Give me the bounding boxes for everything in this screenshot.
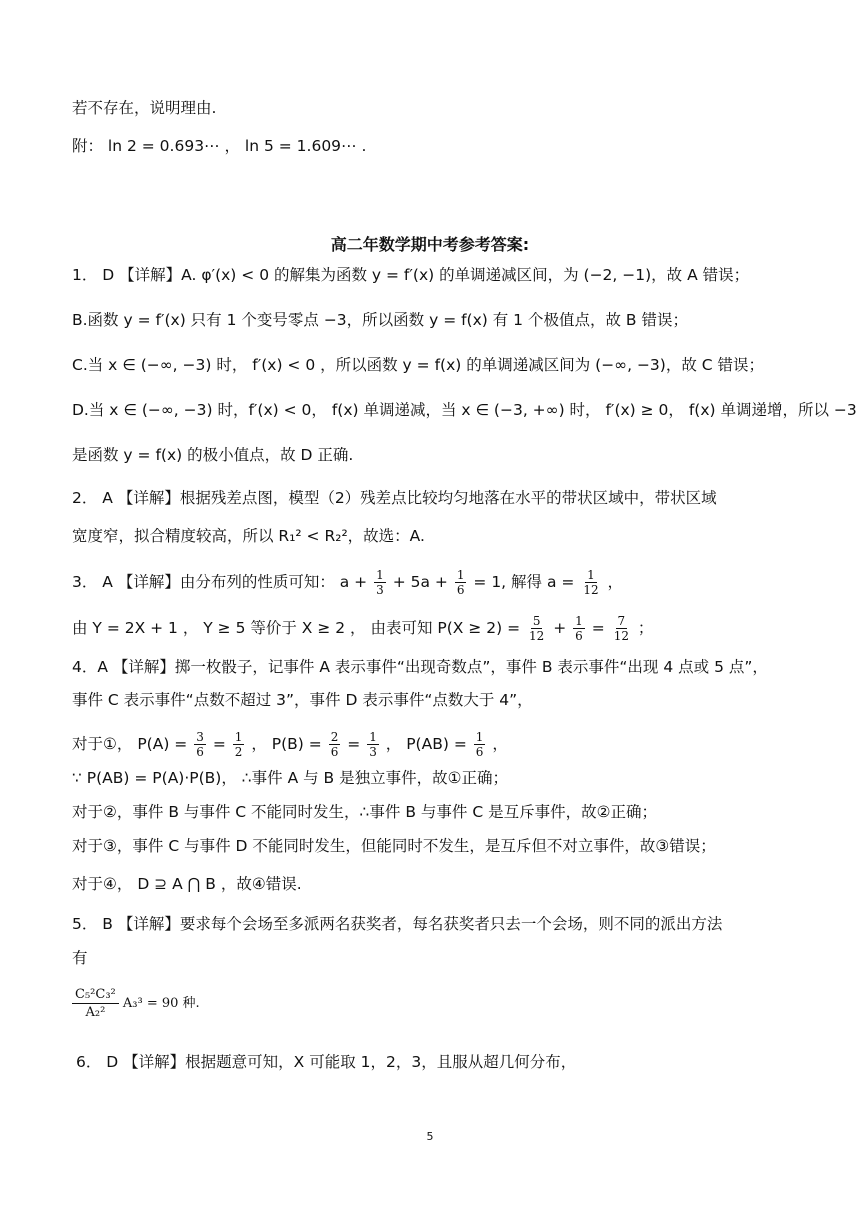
text-line <box>72 568 623 597</box>
fraction: $\frac{1}{12}$ <box>583 568 599 597</box>
fraction: $\frac{1}{6}$ <box>475 730 484 759</box>
formula-denominator: A₂² <box>85 1005 106 1020</box>
fraction: $\frac{1}{3}$ <box>376 568 384 597</box>
text-line: 若不存在，说明理由. <box>72 99 217 117</box>
text-line: ∵ P(AB) = P(A)·P(B)， ∴事件 A 与 B 是独立事件，故①正确； <box>72 769 508 787</box>
text-segment: 由 Y = 2X + 1 ， Y ≥ 5 等价于 X ≥ 2 ， 由表可知 P(X ≥ 2) = <box>72 619 521 637</box>
text-line: 事件 C 表示事件“点数不超过 3”，事件 D 表示事件“点数大于 4”， <box>72 691 533 709</box>
text-line: 6． D 【详解】根据题意可知，X 可能取 1，2，3，且服从超几何分布， <box>76 1053 577 1071</box>
text-line: D.当 x ∈ (−∞, −3) 时，f′(x) < 0， f(x) 单调递减，当 x ∈ (−3, +∞) 时， f′(x) ≥ 0， f(x) 单调递增，所以 −3 <box>72 401 857 419</box>
fraction: $\frac{7}{12}$ <box>613 614 629 643</box>
text-line: 对于④， D ⊇ A ⋂ B ，故④错误. <box>72 875 302 893</box>
text-line: 附： ln 2 = 0.693⋯ ， ln 5 = 1.609⋯ . <box>72 137 367 155</box>
text-line <box>72 730 508 759</box>
text-segment: = <box>212 735 226 753</box>
text-line: 4．A 【详解】掷一枚骰子，记事件 A 表示事件“出现奇数点”，事件 B 表示事件“出现 4 点或 5 点”， <box>72 658 768 676</box>
text-segment: = <box>347 735 361 753</box>
fraction: $\frac{1}{3}$ <box>369 730 377 759</box>
text-line: 宽度窄，拟合精度较高，所以 R₁² < R₂²，故选：A. <box>72 527 425 545</box>
page-number: 5 <box>426 1130 434 1143</box>
text-segment: 对于①， P(A) = <box>72 735 188 753</box>
text-segment: = 1, 解得 a = <box>473 573 575 591</box>
text-segment: ， P(AB) = <box>385 735 467 753</box>
text-line: 1． D 【详解】A. φ′(x) < 0 的解集为函数 y = f′(x) 的单调递减区间，为 (−2, −1)，故 A 错误； <box>72 266 750 284</box>
text-line: 有 <box>72 949 88 967</box>
text-segment: ， <box>492 735 508 753</box>
fraction: $\frac{3}{6}$ <box>196 730 204 759</box>
fraction: $\frac{5}{12}$ <box>529 614 545 643</box>
text-segment: ； <box>637 619 654 637</box>
text-line: 对于②，事件 B 与事件 C 不能同时发生，∴事件 B 与事件 C 是互斥事件，故②正确； <box>72 803 657 821</box>
text-segment: ， <box>607 573 624 591</box>
fraction: $\frac{2}{6}$ <box>330 730 339 759</box>
formula-tail: A₃³ = 90 种. <box>122 996 200 1011</box>
text-line: 5． B 【详解】要求每个会场至多派两名获奖者，每名获奖者只去一个会场，则不同的派出方法 <box>72 915 723 933</box>
fraction: $\frac{1}{2}$ <box>234 730 243 759</box>
fraction: $\frac{1}{6}$ <box>456 568 465 597</box>
text-line: 是函数 y = f(x) 的极小值点，故 D 正确. <box>72 446 354 464</box>
text-line: 由 Y = 2X + 1 ， Y ≥ 5 等价于 X ≥ 2 ， 由表可知 P(X ≥ 2) = $\frac{5}{12}$ + $\frac{1}{6}$ = $\frac{7}{12}$ ； <box>72 614 654 643</box>
combination-formula <box>72 986 200 1021</box>
fraction: $\frac{1}{6}$ <box>575 614 583 643</box>
text-line: B.函数 y = f′(x) 只有 1 个变号零点 −3，所以函数 y = f(x) 有 1 个极值点，故 B 错误； <box>72 311 688 329</box>
text-segment: ， P(B) = <box>251 735 322 753</box>
text-segment: 3． A 【详解】由分布列的性质可知： a + <box>72 573 368 591</box>
formula-numerator: C₅²C₃² <box>72 986 119 1004</box>
text-line: 2． A 【详解】根据残差点图，模型（2）残差点比较均匀地落在水平的带状区域中，带状区域 <box>72 489 717 507</box>
text-segment: + 5a + <box>392 573 448 591</box>
text-line: 对于③，事件 C 与事件 D 不能同时发生，但能同时不发生，是互斥但不对立事件，故③错误； <box>72 837 716 855</box>
page-title: 高二年数学期中考参考答案: <box>330 235 530 254</box>
text-line: C.当 x ∈ (−∞, −3) 时， f′(x) < 0 ，所以函数 y = f(x) 的单调递减区间为 (−∞, −3)，故 C 错误； <box>72 356 765 374</box>
